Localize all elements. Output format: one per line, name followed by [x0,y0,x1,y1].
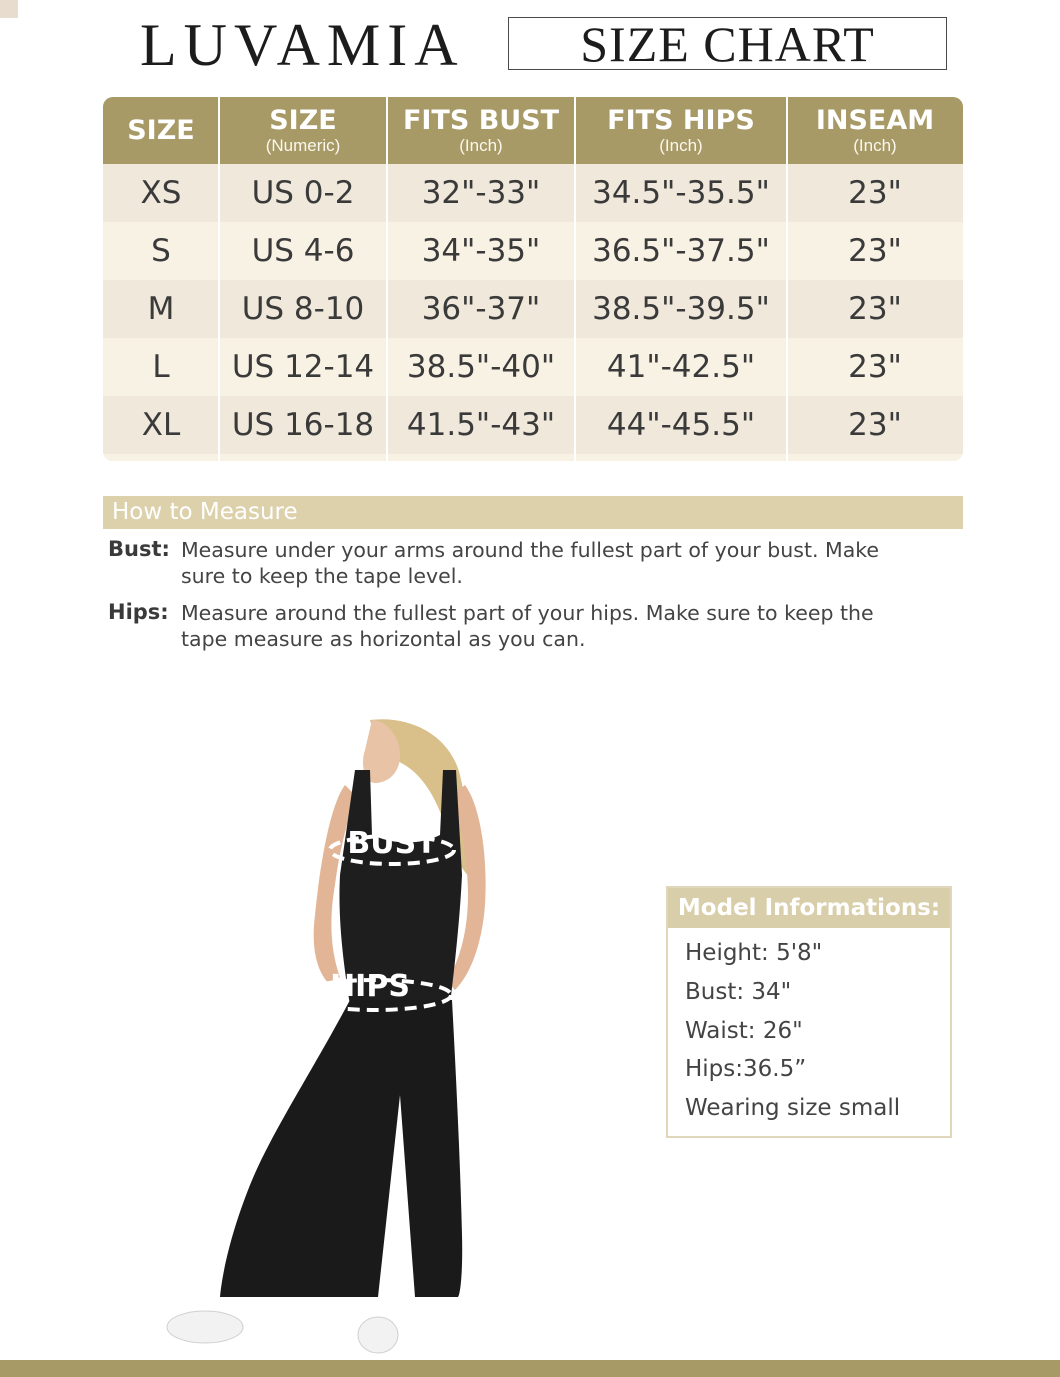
chart-title: SIZE CHART [580,15,875,72]
cell-size-numeric: US 8-10 [241,291,365,327]
model-info-title: Model Informations: [668,888,950,928]
cell-fits-bust: 32"-33" [421,175,541,211]
cell-size-numeric: US 12-14 [231,349,375,385]
brand-logo: LUVAMIA [140,12,465,78]
bust-instruction-line: Measure under your arms around the fullest part of your bust. Make [181,538,880,562]
model-bust: Bust: 34" [685,979,792,1005]
table-row-spacer [103,454,963,461]
cell-fits-bust: 38.5"-40" [406,349,556,385]
cell-fits-bust: 36"-37" [421,291,541,327]
hips-instruction-line: Measure around the fullest part of your hips. Make sure to keep the [181,601,874,625]
header-fits-hips [575,97,787,164]
bust-figure-label: BUST [347,826,437,861]
bottom-bar [0,1360,1060,1377]
header-size-numeric-unit: (Numeric) [265,135,341,155]
cell-inseam: 23" [848,349,902,385]
model-height: Height: 5'8" [685,940,823,966]
model-left-shoe [167,1311,243,1343]
cell-fits-bust: 34"-35" [421,233,541,269]
size-table [103,97,963,461]
model-photo [160,715,500,1355]
header-fits-bust [387,97,575,164]
cell-fits-hips: 38.5"-39.5" [592,291,770,327]
cell-size: XL [141,407,181,443]
table-row [103,338,963,396]
hips-label: Hips: [108,600,169,624]
table-header [103,97,963,164]
cell-size: XS [140,175,182,211]
model-info-card [666,886,952,1138]
cell-size: L [152,349,170,385]
column-divider [218,97,220,461]
cell-fits-bust: 41.5"-43" [406,407,556,443]
bust-instruction-line: sure to keep the tape level. [181,564,463,588]
model-right-shoe [358,1317,398,1353]
cell-fits-hips: 41"-42.5" [606,349,756,385]
column-divider [786,97,788,461]
cell-size-numeric: US 0-2 [251,175,355,211]
model-hips: Hips:36.5” [685,1056,807,1082]
header-inseam-unit: (Inch) [853,135,897,155]
how-to-measure-title: How to Measure [112,499,298,525]
table-row [103,222,963,280]
header-size [103,97,219,164]
corner-mark [0,0,18,18]
cell-size-numeric: US 16-18 [231,407,375,443]
column-divider [574,97,576,461]
header-fits-bust-label: FITS BUST [402,104,560,136]
cell-size: S [151,233,171,269]
header-size-numeric [219,97,387,164]
header-size-numeric-label: SIZE [269,104,337,136]
cell-inseam: 23" [848,407,902,443]
table-row [103,164,963,222]
header-inseam [787,97,963,164]
table-row [103,280,963,338]
cell-inseam: 23" [848,175,902,211]
header-size-label: SIZE [127,114,195,146]
chart-title-box [508,17,947,70]
header-fits-hips-unit: (Inch) [659,135,703,155]
hips-instruction [181,600,951,652]
cell-fits-hips: 34.5"-35.5" [592,175,770,211]
cell-inseam: 23" [848,233,902,269]
cell-inseam: 23" [848,291,902,327]
model-wearing-size: Wearing size small [685,1095,901,1121]
cell-size: M [147,291,175,327]
cell-fits-hips: 44"-45.5" [606,407,756,443]
header-fits-hips-label: FITS HIPS [607,104,755,136]
header-inseam-label: INSEAM [815,104,935,136]
cell-fits-hips: 36.5"-37.5" [592,233,770,269]
model-pants [220,1000,462,1297]
bust-label: Bust: [108,537,170,561]
column-divider [386,97,388,461]
table-row [103,396,963,454]
cell-size-numeric: US 4-6 [251,233,355,269]
bust-instruction [181,537,951,589]
hips-figure-label: HIPS [330,969,410,1004]
header-fits-bust-unit: (Inch) [459,135,503,155]
how-to-measure-bar [103,496,963,529]
hips-instruction-line: tape measure as horizontal as you can. [181,627,586,651]
model-waist: Waist: 26" [685,1018,803,1044]
